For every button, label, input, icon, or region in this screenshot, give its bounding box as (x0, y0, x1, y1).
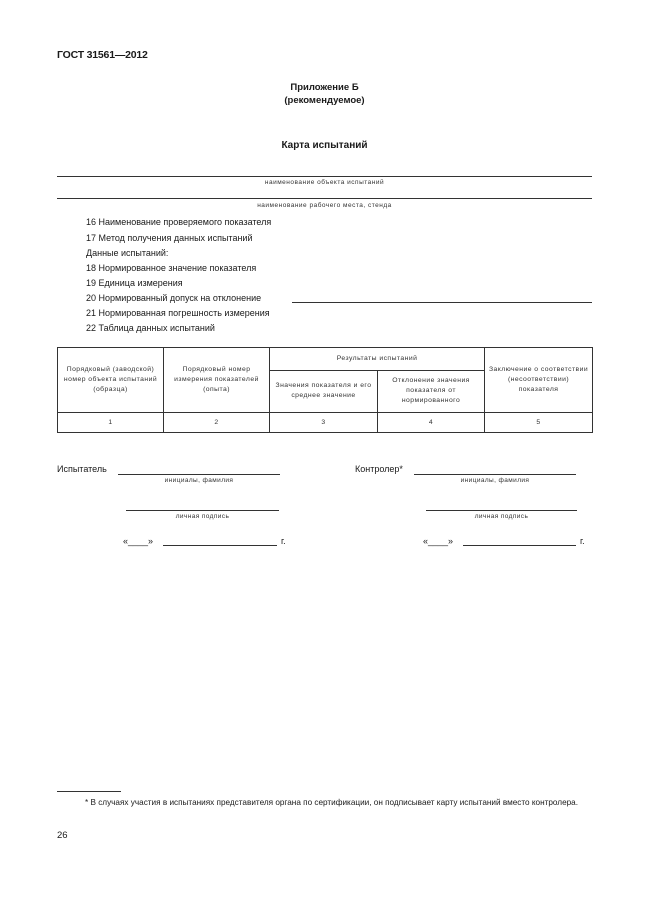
controller-initials-caption: инициалы, фамилия (460, 477, 530, 484)
tester-initials-caption: инициалы, фамилия (164, 477, 234, 484)
appendix-heading (57, 82, 592, 107)
item-22: 22 Таблица данных испытаний (86, 323, 215, 333)
workplace-name-caption: наименование рабочего места, стенда (257, 202, 392, 209)
card-title: Карта испытаний (281, 140, 368, 151)
controller-label: Контролер* (355, 464, 403, 474)
item-20-fill-line (292, 302, 592, 303)
column-number: 4 (378, 413, 485, 433)
tester-date-line (163, 545, 277, 546)
footnote-separator (57, 791, 121, 792)
test-data-label: Данные испытаний: (86, 248, 169, 258)
item-19: 19 Единица измерения (86, 278, 183, 288)
item-20: 20 Нормированный допуск на отклонение (86, 293, 262, 303)
tester-name-line (118, 474, 280, 475)
tester-date-suffix: г. (281, 536, 286, 546)
standard-designation: ГОСТ 31561—2012 (57, 49, 148, 61)
column-number: 2 (164, 413, 270, 433)
column-number: 1 (58, 413, 164, 433)
column-number: 5 (485, 413, 593, 433)
tester-label: Испытатель (57, 464, 107, 474)
controller-date-suffix: г. (580, 536, 585, 546)
object-name-line (57, 176, 592, 177)
item-21: 21 Нормированная погрешность измерения (86, 308, 270, 318)
controller-name-line (414, 474, 576, 475)
header-measurement-number: Порядковый номер измерения показателей (опыта) (164, 348, 270, 413)
object-name-caption: наименование объекта испытаний (264, 179, 385, 186)
item-18: 18 Нормированное значение показателя (86, 263, 257, 273)
header-value: Значения показателя и его среднее значение (270, 370, 378, 412)
header-conclusion: Заключение о соответствии (несоответствии) показателя (485, 348, 593, 413)
controller-signature-caption: личная подпись (474, 513, 529, 520)
tester-signature-line (126, 510, 279, 511)
item-16: 16 Наименование проверяемого показателя (86, 217, 272, 227)
header-deviation: Отклонение значения показателя от нормированного (378, 370, 485, 412)
page-number: 26 (57, 830, 68, 841)
test-data-table (57, 347, 593, 433)
controller-date-line (463, 545, 576, 546)
header-results: Результаты испытаний (270, 348, 485, 371)
appendix-status: (рекомендуемое) (284, 94, 365, 106)
controller-date-day: «____» (423, 536, 454, 546)
item-17: 17 Метод получения данных испытаний (86, 233, 253, 243)
footnote-text: * В случаях участия в испытаниях представителя органа по сертификации, он подписывает карту испытаний вместо контролера. (85, 798, 578, 807)
header-sample-number: Порядковый (заводской) номер объекта испытаний (образца) (58, 348, 164, 413)
appendix-title: Приложение Б (290, 82, 359, 93)
controller-signature-line (426, 510, 577, 511)
tester-signature-caption: личная подпись (175, 513, 230, 520)
tester-date-day: «____» (123, 536, 154, 546)
column-number: 3 (270, 413, 378, 433)
workplace-name-line (57, 198, 592, 199)
